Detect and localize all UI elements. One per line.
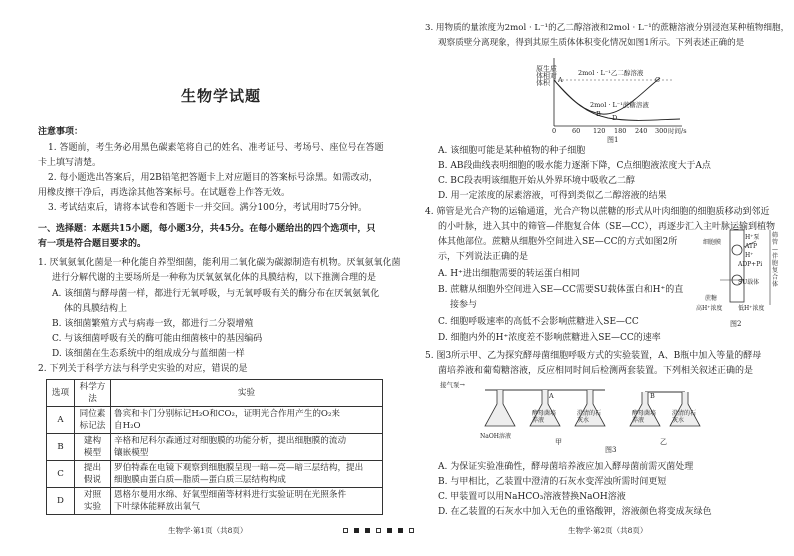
- table-cell-method: [75, 407, 111, 434]
- method-line: 假说: [83, 475, 102, 485]
- table-cell-method: [75, 488, 111, 515]
- method-line: 提出: [83, 463, 102, 473]
- flask-content-label: 澄清的石灰水: [577, 410, 602, 424]
- method-line: 同位素: [79, 409, 106, 419]
- ylabel-char: 积: [543, 79, 550, 87]
- ylabel-char: 质: [550, 65, 557, 73]
- question-4-stem: 的小叶脉，进入其中的筛管—伴胞复合体（SE—CC），再逐步汇入主叶脉运输到植物: [438, 222, 776, 232]
- method-line: 标记法: [79, 421, 106, 431]
- notice-line: 2. 每小题选出答案后，用2B铅笔把答题卡上对应题目的答案标号涂黑。如需改动，: [48, 173, 378, 183]
- question-4-option: A. H⁺进出细胞需要的转运蛋白相同: [438, 269, 580, 279]
- question-3-option: B. AB段曲线表明细胞的吸水能力逐渐下降，C点细胞液浓度大于A点: [438, 161, 711, 171]
- ylabel-char: 对: [550, 72, 557, 80]
- notice-line: 1. 答题前，考生务必用黑色碳素笔将自己的姓名、准考证号、考场号、座位号在答题: [48, 143, 384, 153]
- ylabel-char: 相: [543, 72, 550, 80]
- curve-label-ethylene-glycol: 2mol · L⁻¹乙二醇溶液: [578, 69, 644, 77]
- method-line: 实验: [83, 502, 102, 512]
- figure-1-caption: 图1: [607, 136, 619, 144]
- question-4-option: 接参与: [450, 300, 478, 310]
- x-tick-label: 0: [552, 127, 557, 135]
- experiment-line: 鲁宾和卡门分别标记H₂O和CO₂，证明光合作用产生的O₂来: [114, 409, 341, 419]
- label-yi: 乙: [660, 438, 667, 446]
- table-cell-experiment: [111, 434, 383, 461]
- notice-line: 用橡皮擦干净后，再选涂其他答案标号。在试题卷上作答无效。: [38, 188, 291, 198]
- flask-label-a: A: [549, 392, 554, 400]
- fig2-label-vertical: 筛管—伴胞复合体: [772, 232, 779, 288]
- curve-label-sucrose: 2mol · L⁻¹蔗糖溶液: [590, 101, 649, 109]
- question-5-stem: 菌培养液和葡萄糖溶液，反应相同时间后检测两套装置。下列相关叙述正确的是: [438, 366, 754, 376]
- proton-pump: [732, 245, 742, 255]
- table-row: [47, 434, 383, 461]
- x-tick-label: 120: [593, 127, 606, 135]
- figure-2-caption: 图2: [730, 320, 742, 328]
- experiment-line: 自H₂O: [114, 421, 141, 431]
- table-row: [47, 461, 383, 488]
- table-cell-method: [75, 434, 111, 461]
- point-a-label: A: [558, 76, 563, 84]
- x-tick-label: 240: [635, 127, 648, 135]
- fig2-label: ADP+Pi: [738, 261, 763, 268]
- fig2-label: 高H⁺浓度: [696, 305, 723, 312]
- table-header: 选项: [47, 380, 75, 407]
- x-tick-label: 300: [655, 127, 668, 135]
- x-tick-label: 180: [614, 127, 627, 135]
- table-cell-experiment: [111, 407, 383, 434]
- ylabel-char: 原: [536, 65, 543, 73]
- flask-content-label: 酵母菌培养液: [532, 410, 557, 424]
- experiment-line: 下叶绿体能释放出氧气: [114, 502, 200, 512]
- question-5-option: D. 在乙装置的石灰水中加入无色的重铬酸钾，溶液颜色将变成灰绿色: [438, 507, 712, 517]
- flask-content-label: NaOH溶液: [480, 433, 511, 440]
- fig2-label: SU载体: [738, 279, 760, 286]
- experiment-line: 罗伯特森在电镜下观察到细胞膜呈现一暗—亮—暗三层结构，提出: [114, 463, 364, 473]
- fig2-label: 蔗糖: [705, 295, 718, 302]
- question-2-stem: 2. 下列关于科学方法与科学史实验的对应，错误的是: [38, 364, 248, 374]
- method-line: 模型: [83, 448, 102, 458]
- right-footer: 生物学·第2页（共8页）: [568, 526, 648, 535]
- fig2-label: ATP: [745, 243, 758, 250]
- science-methods-table: [46, 379, 383, 515]
- flask-content-label: 澄清的石灰水: [672, 410, 697, 424]
- question-1-option: B. 该细菌繁殖方式与病毒一致，都进行二分裂增殖: [52, 319, 254, 329]
- flask-content-label: 酵母菌培养液: [632, 410, 657, 424]
- question-5-stem: 5. 图3所示甲、乙为探究酵母菌细胞呼吸方式的实验装置，A、B瓶中加入等量的酵母: [425, 351, 762, 361]
- label-jia: 甲: [555, 438, 562, 446]
- question-5-option: B. 与甲相比，乙装置中澄清的石灰水变浑浊所需时间更短: [438, 477, 667, 487]
- fig2-label: 细胞膜: [703, 239, 722, 246]
- section-heading: 有一项是符合题目要求的。: [38, 239, 147, 249]
- question-4-stem: 示，下列说法正确的是: [438, 252, 529, 262]
- experiment-line: 镶嵌模型: [114, 448, 149, 458]
- table-cell-option: A: [47, 407, 75, 434]
- question-4-stem: 体其他部位。蔗糖从细胞外空间进入SE—CC的方式如图2所: [438, 237, 678, 247]
- question-3-stem: 3. 用物质的量浓度为2mol · L⁻¹的乙二醇溶液和2mol · L⁻¹的蔗糖溶液分别浸泡某种植物细胞，: [425, 23, 790, 33]
- ylabel-char: 体: [536, 72, 543, 80]
- question-5-option: C. 甲装置可以用NaHCO₃溶液替换NaOH溶液: [438, 492, 626, 502]
- table-row: [47, 407, 383, 434]
- method-line: 建构: [83, 436, 102, 446]
- table-cell-option: D: [47, 488, 75, 515]
- question-4-option: B. 蔗糖从细胞外空间进入SE—CC需要SU载体蛋白和H⁺的直: [438, 285, 684, 295]
- figure-3-caption: 图3: [605, 446, 617, 454]
- table-row: [47, 488, 383, 515]
- flask-naoh: [485, 390, 515, 426]
- question-4-option: C. 细胞呼吸速率的高低不会影响蔗糖进入SE—CC: [438, 317, 639, 327]
- section-heading: 一、选择题：本题共15小题，每小题3分，共45分。在每小题给出的四个选项中，只: [38, 224, 376, 234]
- fig2-label: H⁺: [745, 252, 754, 259]
- experiment-line: 细胞膜由蛋白质—脂质—蛋白质三层结构构成: [114, 475, 286, 485]
- page-separator-marks: [340, 525, 417, 538]
- point-b-label: B: [596, 110, 601, 118]
- question-3-option: A. 该细胞可能是某种植物的种子细胞: [438, 146, 586, 156]
- question-3-option: C. BC段表明该细胞开始从外界环境中吸收乙二醇: [438, 176, 635, 186]
- question-1-stem: 进行分解代谢的主要场所是一种称为厌氧氨氧化体的具膜结构，以下推测合理的是: [52, 273, 377, 283]
- x-axis-label: 时间/s: [668, 127, 687, 135]
- flask-label-b: B: [650, 392, 655, 400]
- question-1-option-d: D. 该细菌在生态系统中的组成成分与蓝细菌一样: [52, 349, 245, 359]
- question-1-option: 体的具膜结构上: [64, 304, 128, 314]
- x-tick-label: 60: [572, 127, 581, 135]
- left-footer: 生物学·第1页（共8页）: [168, 526, 248, 535]
- notice-line: 卡上填写清楚。: [38, 158, 102, 168]
- point-c-label: C: [655, 76, 660, 84]
- page-title: 生物学试题: [181, 87, 262, 105]
- method-line: 对照: [83, 490, 102, 500]
- experiment-line: 辛格和尼科尔森通过对细胞膜的功能分析，提出细胞膜的流动: [114, 436, 347, 446]
- table-header-row: [47, 380, 383, 407]
- table-cell-experiment: [111, 488, 383, 515]
- ylabel-char: 体: [536, 79, 543, 87]
- question-3-stem: 观察质壁分离现象，得到其原生质体体积变化情况如图1所示。下列表述正确的是: [438, 38, 745, 48]
- experiment-line: 恩格尔曼用水绵、好氧型细菌等材料进行实验证明在光照条件: [114, 490, 347, 500]
- question-1-stem: 1. 厌氧氨氧化菌是一种化能自养型细菌，能利用二氧化碳为碳源制造有机物。厌氧氨氧化菌: [38, 258, 401, 268]
- fig2-label: H⁺泵: [745, 234, 760, 241]
- table-header: 实验: [111, 380, 383, 407]
- question-1-option-c: C. 与该细菌呼吸有关的酶可能由细菌核中的基因编码: [52, 334, 263, 344]
- table-cell-method: [75, 461, 111, 488]
- question-3-option: D. 用一定浓度的尿素溶液，可得到类似乙二醇溶液的结果: [438, 191, 667, 201]
- question-1-option: A. 该细菌与酵母菌一样，都进行无氧呼吸，与无氧呼吸有关的酶分布在厌氧氨氧化: [52, 289, 380, 299]
- table-cell-option: B: [47, 434, 75, 461]
- question-4-stem: 4. 筛管是光合产物的运输通道，光合产物以蔗糖的形式从叶肉细胞的细胞质移动到邻近: [425, 207, 770, 217]
- ylabel-char: 生: [543, 65, 550, 73]
- table-cell-experiment: [111, 461, 383, 488]
- point-d-label: D: [612, 114, 618, 122]
- notice-line: 3. 考试结束后，请将本试卷和答题卡一并交回。满分100分，考试用时75分钟。: [48, 203, 368, 213]
- fig2-label: 低H⁺浓度: [738, 305, 765, 312]
- question-4-option: D. 细胞内外的H⁺浓度差不影响蔗糖进入SE—CC的速率: [438, 333, 661, 343]
- air-pump-label: 接气泵→: [440, 381, 465, 389]
- notice-title: 注意事项：: [38, 127, 84, 137]
- table-cell-option: C: [47, 461, 75, 488]
- table-header: 科学方法: [75, 380, 111, 407]
- question-5-option: A. 为保证实验准确性，酵母菌培养液应加入酵母菌前需灭菌处理: [438, 462, 694, 472]
